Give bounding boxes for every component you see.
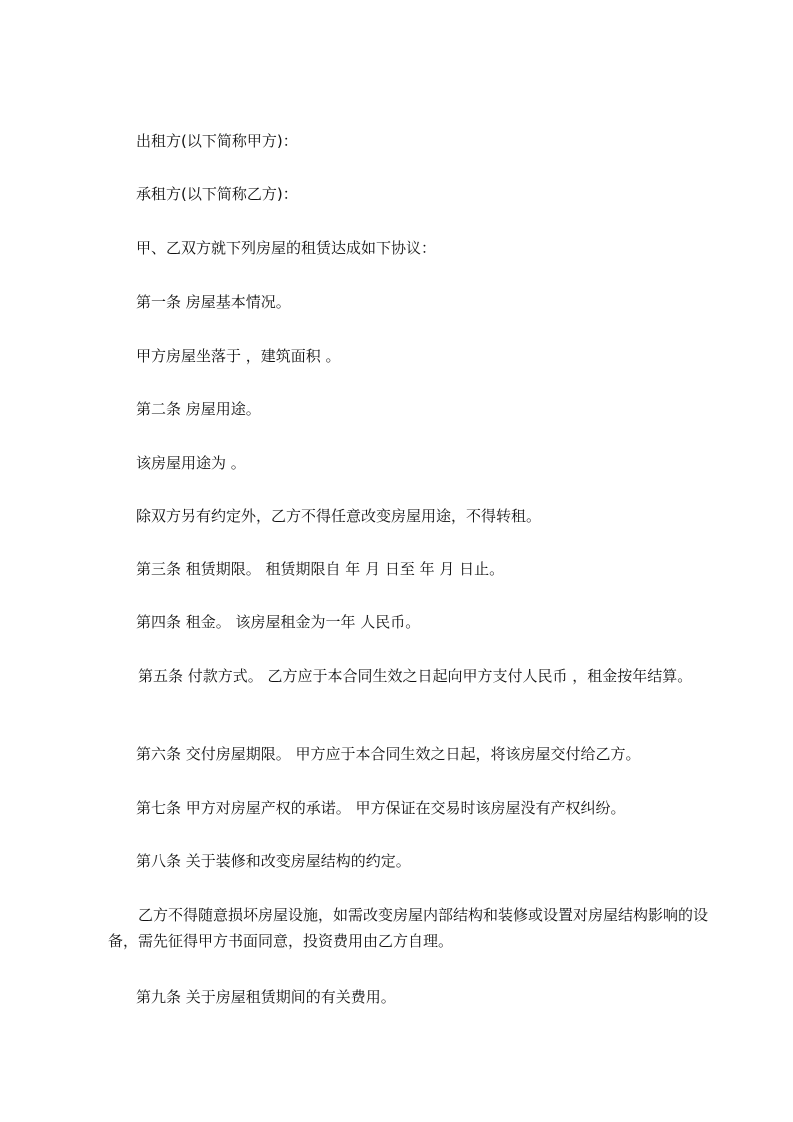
article-6: 第六条 交付房屋期限。 甲方应于本合同生效之日起，将该房屋交付给乙方。 (136, 745, 641, 763)
article-1-heading: 第一条 房屋基本情况。 (136, 293, 291, 311)
lessor-line: 出租方(以下简称甲方)： (136, 132, 298, 150)
article-1-body: 甲方房屋坐落于 ，建筑面积 。 (136, 347, 341, 365)
article-3: 第三条 租赁期限。 租赁期限自 年 月 日至 年 月 日止。 (136, 560, 505, 578)
article-8-body: 乙方不得随意损坏房屋设施，如需改变房屋内部结构和装修或设置对房屋结构影响的设备，需先征得甲方书面同意，投资费用由乙方自理。 (108, 906, 709, 950)
agreement-intro: 甲、乙双方就下列房屋的租赁达成如下协议： (136, 239, 437, 257)
lessee-line: 承租方(以下简称乙方)： (136, 185, 298, 203)
article-2-body: 该房屋用途为 。 (136, 454, 246, 472)
article-7: 第七条 甲方对房屋产权的承诺。 甲方保证在交易时该房屋没有产权纠纷。 (136, 799, 626, 817)
article-9-heading: 第九条 关于房屋租赁期间的有关费用。 (136, 988, 396, 1006)
article-2-restriction: 除双方另有约定外，乙方不得任意改变房屋用途，不得转租。 (136, 507, 542, 525)
article-5: 第五条 付款方式。 乙方应于本合同生效之日起向甲方支付人民币 ，租金按年结算。 (138, 667, 693, 685)
article-4: 第四条 租金。 该房屋租金为一年 人民币。 (136, 613, 421, 631)
article-8-heading: 第八条 关于装修和改变房屋结构的约定。 (136, 852, 411, 870)
article-2-heading: 第二条 房屋用途。 (136, 400, 261, 418)
